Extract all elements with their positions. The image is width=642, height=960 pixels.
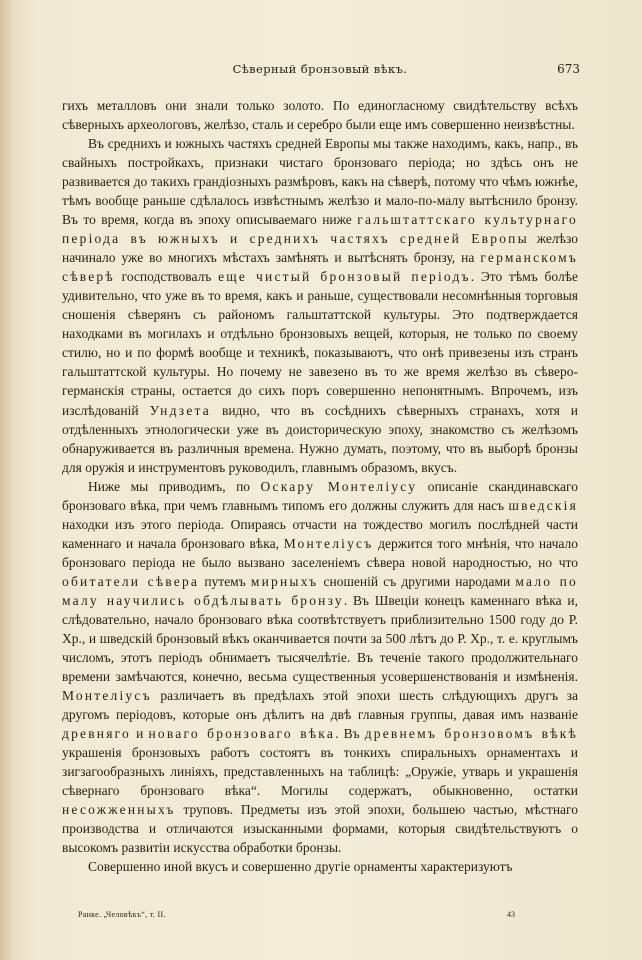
text-run: Ниже мы приводимъ, по [88,478,261,494]
page-binding-shadow [0,0,14,960]
spaced-emphasis: древнемъ бронзовомъ вѣкѣ [364,726,578,742]
footer-signature: Ранке. „Человѣкъ“, т. II. [78,910,166,919]
page-number: 673 [557,62,580,76]
spaced-emphasis: еще чистый бронзовый періодъ [218,269,471,285]
text-run: видно, что въ сосѣднихъ сѣверныхъ странахъ, хотя и отдѣленныхъ этнологически уже въ доисторическую эпоху, знакомство съ желѣзомъ обнаруживается въ различныя времена. Нужно думать, поэтому, что въ выборѣ бронзы для оружія и инструментовъ руководилъ, главнымъ образомъ, вкусъ. [62,402,579,475]
spaced-emphasis: германскомъ сѣверѣ [62,250,578,285]
spaced-emphasis: гальштаттскаго культурнаго періода въ южныхъ и среднихъ частяхъ средней Европы [62,212,579,247]
spaced-emphasis: древняго [62,726,131,742]
text-run: и [130,726,149,742]
text-run: украшенія бронзовыхъ работъ состоятъ въ тонкихъ спиральныхъ орнаментахъ и зигзагообразныхъ линіяхъ, представленныхъ на таблицѣ: „Оружіе, утварь и украшенія сѣвернаго бронзоваго вѣка“. Могилы содержатъ, обыкновенно, остатки [62,745,578,799]
text-run: господствовалъ [114,269,219,285]
paragraph [62,96,578,134]
text-run: гихъ металловъ они знали только золото. По единогласному свидѣтельству всѣхъ сѣверныхъ археологовъ, желѣзо, сталь и серебро были еще имъ совершенно неизвѣстны. [62,98,578,133]
text-run: . Это тѣмъ болѣе удивительно, что уже въ то время, какъ и раньше, существовали несомнѣнныя торговыя сношенія сѣверянъ съ райономъ гальштаттской культуры. Это подтверждается находками въ могилахъ и отдѣльно бронзовыхъ вещей, которыя, не только по своему стилю, но и по формѣ вообще и техникѣ, показываютъ, что онѣ привезены изъ странъ гальштаттской культуры. Но почему не завезено въ то же время желѣзо въ сѣверо-германскія страны, остается до сихъ поръ совершенно непонятнымъ. Впрочемъ, изъ изслѣдованій [62,269,579,418]
spaced-emphasis: Ундзета [149,402,211,418]
text-run: Въ среднихъ и южныхъ частяхъ средней Европы мы также находимъ, какъ, напр., въ свайныхъ постройкахъ, признаки чистаго бронзоваго періода; но здѣсь онъ не развивается до такихъ грандіозныхъ размѣровъ, какъ на сѣверѣ, потому что чѣмъ южнѣе, тѣмъ вообще раньше сдѣлалось извѣстнымъ желѣзо и мало-по-малу вытѣснило бронзу. Въ то время, когда въ эпоху описываемаго ниже [62,136,578,228]
text-run: различаетъ въ предѣлахъ этой эпохи шесть слѣдующихъ другъ за другомъ періодовъ, которые онъ дѣлитъ на двѣ главныя группы, давая имъ названіе [62,687,578,722]
text-run: . Въ Швеціи конецъ каменнаго вѣка и, слѣдовательно, начало бронзоваго вѣка соотвѣтствуетъ приблизительно 1500 году до Р. Хр., и шведскій бронзовый вѣкъ оканчивается почти за 500 лѣтъ до Р. Хр., т. е. круглымъ числомъ, этотъ періодъ обнимаетъ тысячелѣтіе. Въ теченіе такого продолжительнаго времени замѣчаются, конечно, весьма существенныя усовершенствованія и измѣненія. [62,592,578,684]
running-header [60,62,580,80]
spaced-emphasis: обитатели сѣвера [62,573,200,589]
page-footer [78,910,538,924]
body-text [62,96,578,876]
text-run: путемъ [199,573,251,589]
text-run: описаніе скандинавскаго бронзоваго вѣка, при чемъ главнымъ типомъ его должны служить для насъ [62,478,578,513]
text-run: сношеній съ другими народами [318,573,516,589]
text-run: . Въ [335,726,365,742]
text-run: находки изъ этого періода. Опираясь отчасти на тождество могилъ послѣдней части каменнаго и начала бронзоваго вѣка, [62,516,578,551]
text-run: желѣзо начинало уже во многихъ мѣстахъ замѣнять и вытѣснять бронзу, на [62,231,578,266]
spaced-emphasis: шведскія [508,497,578,513]
spaced-emphasis: мало по малу научились обдѣлывать бронзу [62,573,579,608]
paragraph [62,477,578,858]
paragraph [62,134,578,477]
spaced-emphasis: Монтеліусъ [62,687,152,703]
spaced-emphasis: новаго бронзоваго вѣка [148,726,336,742]
spaced-emphasis: Монтеліусъ [283,535,374,551]
text-run: Совершенно иной вкусъ и совершенно другіе орнаменты характеризуютъ [88,859,513,875]
running-title: Сѣверный бронзовый вѣкъ. [232,62,408,76]
spaced-emphasis: мирныхъ [250,573,319,589]
spaced-emphasis: несожженныхъ [62,802,176,818]
text-run: труповъ. Предметы изъ этой эпохи, большею частью, мѣстнаго производства и отличаются изысканными формами, которыя свидѣтельствуютъ о высокомъ развитіи искусства обработки бронзы. [62,802,578,856]
spaced-emphasis: Оскару Монтеліусу [260,478,418,494]
paragraph [62,857,578,876]
sheet-number: 43 [507,910,515,919]
text-run: держится того мнѣнія, что начало бронзоваго періода не было вызвано заселеніемъ сѣвера новой народностью, но что [62,535,578,570]
